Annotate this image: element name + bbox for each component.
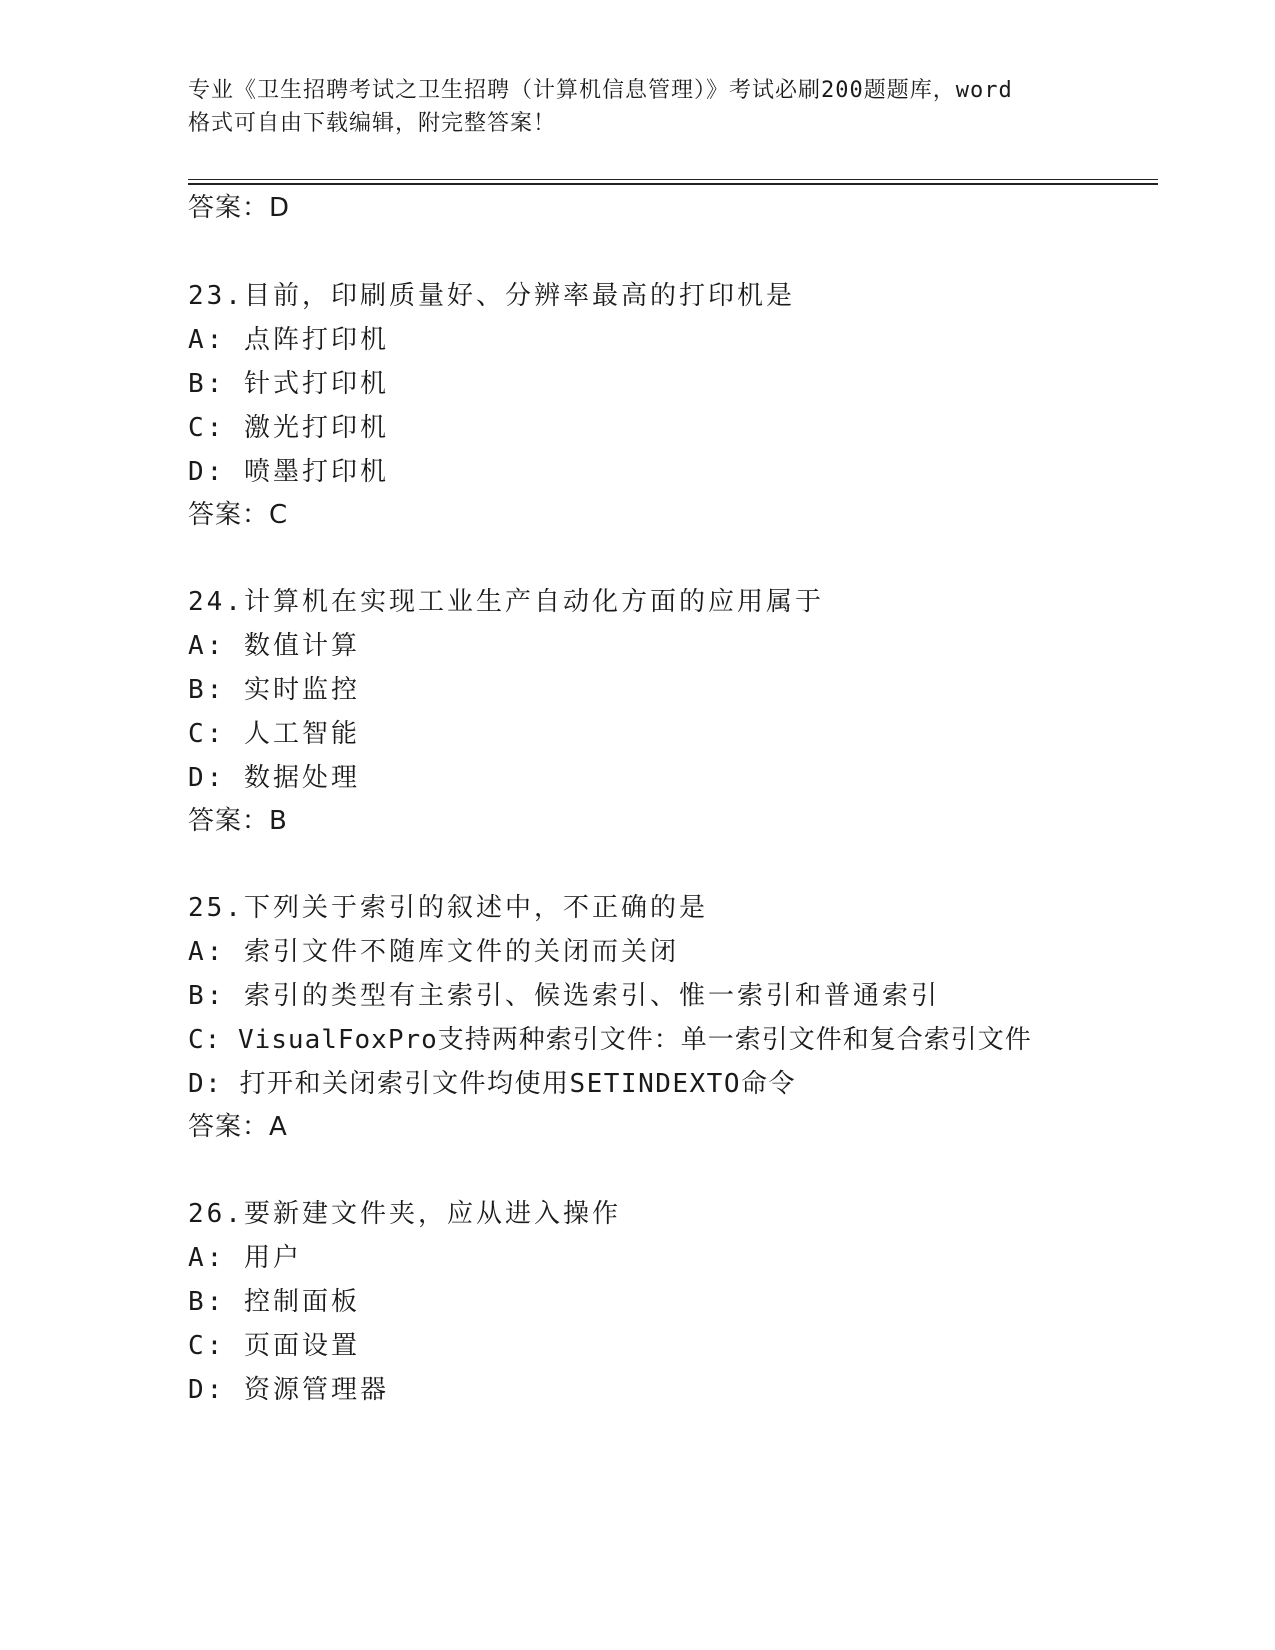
option-a: A: 点阵打印机 — [188, 325, 389, 355]
question-stem: 24.计算机在实现工业生产自动化方面的应用属于 — [188, 587, 824, 617]
option-b: B: 实时监控 — [188, 675, 360, 705]
question-stem: 26.要新建文件夹，应从进入操作 — [188, 1199, 621, 1229]
option-d: D: 资源管理器 — [188, 1375, 389, 1405]
header-line-1: 专业《卫生招聘考试之卫生招聘（计算机信息管理）》考试必刷200题题库，word — [188, 78, 1013, 103]
answer: 答案：C — [188, 500, 289, 530]
option-b: B: 索引的类型有主索引、候选索引、惟一索引和普通索引 — [188, 981, 940, 1011]
question-stem: 23.目前，印刷质量好、分辨率最高的打印机是 — [188, 281, 795, 311]
option-c: C: 页面设置 — [188, 1331, 360, 1361]
option-d: D: 数据处理 — [188, 763, 360, 793]
question-stem: 25.下列关于索引的叙述中，不正确的是 — [188, 893, 708, 923]
answer: 答案：B — [188, 806, 288, 836]
previous-answer: 答案：D — [188, 193, 291, 223]
header-divider-top — [188, 179, 1158, 180]
option-d: D: 打开和关闭索引文件均使用SETINDEXTO命令 — [188, 1069, 796, 1099]
option-c: C: 激光打印机 — [188, 413, 389, 443]
option-d: D: 喷墨打印机 — [188, 457, 389, 487]
option-a: A: 索引文件不随库文件的关闭而关闭 — [188, 937, 679, 967]
option-a: A: 数值计算 — [188, 631, 360, 661]
header-line-2: 格式可自由下载编辑，附完整答案！ — [188, 111, 557, 136]
document-header — [188, 74, 1088, 140]
option-a: A: 用户 — [188, 1243, 302, 1273]
header-divider-bottom — [188, 183, 1158, 185]
option-b: B: 针式打印机 — [188, 369, 389, 399]
option-c: C: VisualFoxPro支持两种索引文件：单一索引文件和复合索引文件 — [188, 1025, 1032, 1055]
answer: 答案：A — [188, 1112, 288, 1142]
option-c: C: 人工智能 — [188, 719, 360, 749]
option-b: B: 控制面板 — [188, 1287, 360, 1317]
